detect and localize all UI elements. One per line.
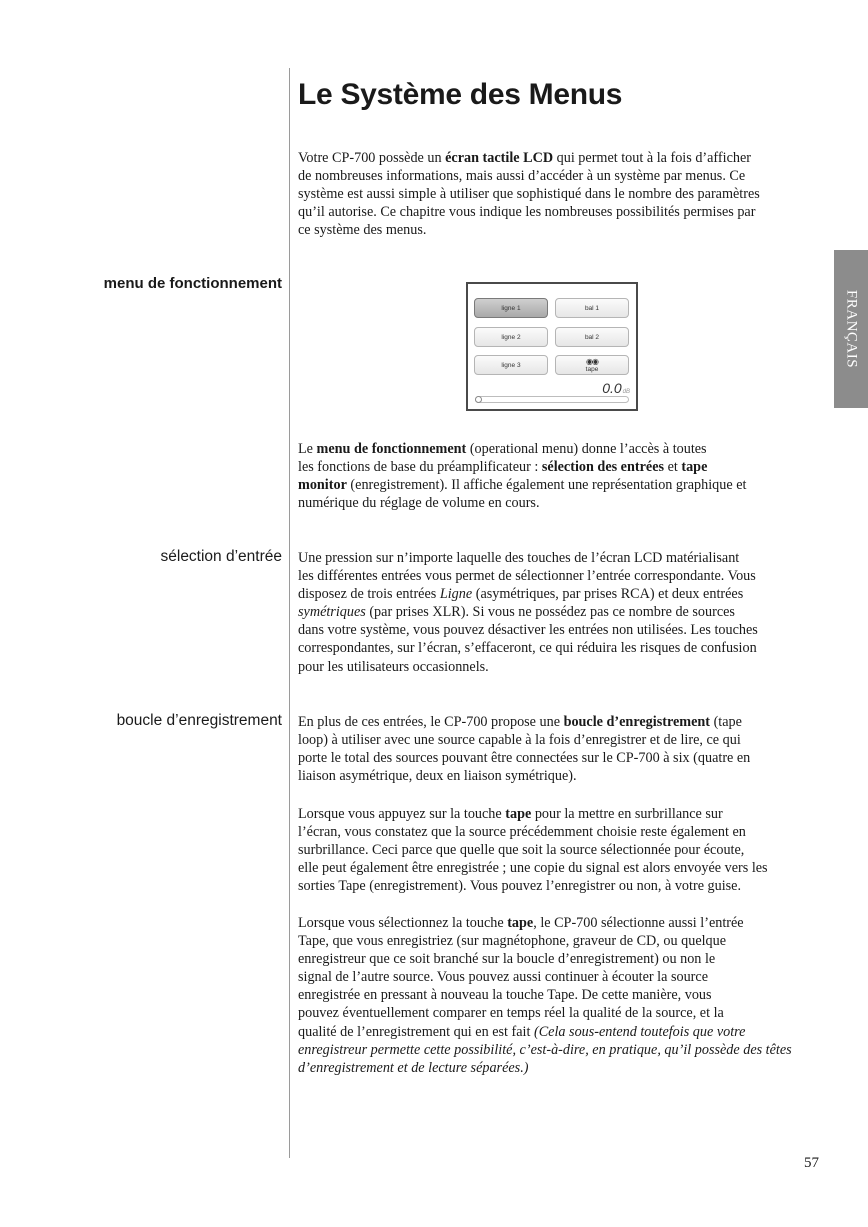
italic-text: symétriques [298, 604, 366, 621]
boucle-paragraph-2 [298, 805, 803, 895]
text-line [298, 476, 803, 494]
menu-paragraph [298, 440, 803, 512]
bold-text: tape [681, 459, 708, 476]
text-line [298, 1023, 803, 1041]
text-line [298, 1059, 803, 1077]
page-number: 57 [804, 1155, 819, 1171]
text-line [298, 877, 803, 895]
text-run: loop) à utiliser avec une source capable à la fois d’enregistrer et de lire, ce qui [298, 732, 741, 749]
lcd-screen-figure [466, 282, 638, 411]
text-run: (operational menu) donne l’accès à toutes [466, 441, 707, 457]
text-run: qu’il autorise. Ce chapitre vous indique les nombreuses possibilités permises par [298, 204, 756, 221]
text-line [298, 1041, 803, 1059]
volume-unit: dB [622, 389, 630, 395]
volume-readout [602, 380, 630, 396]
section-label-boucle: boucle d’enregistrement [116, 712, 282, 729]
text-line [298, 968, 803, 986]
text-run: correspondantes, sur l’écran, s’effaceront, ce qui réduira les risques de confusion [298, 640, 757, 657]
text-run: qui permet tout à la fois d’afficher [553, 150, 751, 166]
intro-paragraph [298, 149, 803, 239]
text-line [298, 823, 803, 841]
selection-paragraph [298, 549, 803, 676]
bold-text: écran tactile LCD [445, 150, 554, 166]
section-label-menu: menu de fonctionnement [103, 275, 282, 292]
text-run: les différentes entrées vous permet de sélectionner l’entrée correspondante. Vous [298, 568, 756, 585]
text-run: pouvez éventuellement comparer en temps réel la qualité de la source, et la [298, 1005, 724, 1022]
bold-text: menu de fonctionnement [316, 441, 467, 457]
text-run: (par prises XLR). Si vous ne possédez pas ce nombre de sources [365, 604, 735, 621]
text-line [298, 440, 803, 458]
bold-text: monitor [298, 477, 347, 494]
boucle-paragraph-3 [298, 914, 803, 1077]
bold-text: sélection des entrées [541, 459, 665, 476]
lcd-button-ligne-2: ligne 2 [474, 327, 548, 347]
text-run: Le [298, 441, 317, 457]
text-run: Une pression sur n’importe laquelle des touches de l’écran LCD matérialisant [298, 550, 740, 566]
text-run: (asymétriques, par prises RCA) et deux entrées [472, 586, 744, 603]
column-divider [289, 68, 290, 1158]
lcd-button-tape [555, 355, 629, 375]
text-run: ce système des menus. [298, 222, 427, 239]
text-run: , le CP-700 sélectionne aussi l’entrée [533, 915, 744, 931]
text-run: En plus de ces entrées, le CP-700 propose une [298, 714, 564, 730]
text-run: dans votre système, vous pouvez désactiver les entrées non utilisées. Les touches [298, 622, 758, 639]
italic-text: Ligne [439, 586, 473, 603]
italic-text: enregistreur permette cette possibilité, c’est-à-dire, en pratique, qu’il possède des têtes [298, 1041, 792, 1058]
volume-bar [475, 396, 629, 403]
text-line [298, 805, 803, 823]
text-run: Lorsque vous sélectionnez la touche [298, 915, 508, 931]
text-line [298, 621, 803, 639]
text-run: Lorsque vous appuyez sur la touche [298, 806, 506, 822]
text-line [298, 950, 803, 968]
text-run: signal de l’autre source. Vous pouvez aussi continuer à écouter la source [298, 969, 708, 986]
text-line [298, 767, 803, 785]
text-run: numérique du réglage de volume en cours. [298, 495, 540, 512]
text-run: enregistreur que ce soit branché sur la boucle d’enregistrement) ou non le [298, 951, 716, 968]
text-run: liaison asymétrique, deux en liaison symétrique). [298, 768, 577, 785]
text-line [298, 203, 803, 221]
text-line [298, 932, 803, 950]
text-run: Tape, que vous enregistriez (sur magnétophone, graveur de CD, ou quelque [298, 933, 727, 950]
text-run: pour la mettre en surbrillance sur [531, 806, 723, 822]
bold-text: boucle d’enregistrement [563, 714, 711, 730]
text-line [298, 603, 803, 621]
bold-text: tape [507, 915, 534, 931]
volume-knob [475, 396, 482, 403]
text-line [298, 167, 803, 185]
text-line [298, 585, 803, 603]
text-line [298, 986, 803, 1004]
text-run: qualité de l’enregistrement qui en est fait [298, 1023, 534, 1040]
text-run: l’écran, vous constatez que la source précédemment choisie reste également en [298, 824, 746, 841]
text-line [298, 1004, 803, 1022]
italic-text: d’enregistrement et de lecture séparées.) [298, 1059, 529, 1076]
text-line [298, 149, 803, 167]
text-run: surbrillance. Ceci parce que quelle que soit la source sélectionnée pour écoute, [298, 842, 745, 859]
text-line [298, 914, 803, 932]
text-line [298, 658, 803, 676]
text-line [298, 749, 803, 767]
tape-reel-icon: ◉◉ [586, 357, 598, 366]
text-line [298, 639, 803, 657]
text-line [298, 731, 803, 749]
text-line [298, 458, 803, 476]
text-run: (enregistrement). Il affiche également une représentation graphique et [346, 477, 747, 494]
text-run: elle peut également être enregistrée ; une copie du signal est alors envoyée vers les [298, 860, 768, 877]
bold-text: tape [505, 806, 532, 822]
lcd-button-bal-2: bal 2 [555, 327, 629, 347]
text-run: (tape [710, 714, 742, 730]
section-label-selection: sélection d’entrée [160, 548, 282, 565]
text-line [298, 494, 803, 512]
text-line [298, 549, 803, 567]
text-line [298, 859, 803, 877]
text-line [298, 713, 803, 731]
language-tab [834, 250, 868, 408]
text-run: Votre CP-700 possède un [298, 150, 446, 166]
text-run: disposez de trois entrées [298, 586, 440, 603]
lcd-button-bal-1: bal 1 [555, 298, 629, 318]
text-run: porte le total des sources pouvant être connectées sur le CP-700 à six (quatre en [298, 750, 751, 767]
lcd-button-ligne-1: ligne 1 [474, 298, 548, 318]
page-title: Le Système des Menus [298, 78, 623, 111]
text-line [298, 567, 803, 585]
text-line [298, 185, 803, 203]
text-line [298, 841, 803, 859]
lcd-button-ligne-3: ligne 3 [474, 355, 548, 375]
text-run: pour les utilisateurs occasionnels. [298, 658, 489, 675]
lcd-button-tape-label: tape [585, 366, 599, 373]
text-run: de nombreuses informations, mais aussi d’accéder à un système par menus. Ce [298, 168, 746, 185]
italic-text: (Cela sous-entend toutefois que votre [533, 1023, 746, 1040]
text-line [298, 221, 803, 239]
text-run: sorties Tape (enregistrement). Vous pouvez l’enregistrer ou non, à votre guise. [298, 878, 742, 895]
text-run: les fonctions de base du préamplificateur : [298, 459, 542, 476]
language-tab-label: FRANÇAIS [843, 289, 860, 369]
text-run: système est aussi simple à utiliser que sophistiqué dans le nombre des paramètres [298, 186, 760, 203]
boucle-paragraph-1 [298, 713, 803, 785]
text-run: et [664, 459, 682, 476]
volume-value: 0.0 [602, 380, 622, 396]
text-run: enregistrée en pressant à nouveau la touche Tape. De cette manière, vous [298, 987, 712, 1004]
